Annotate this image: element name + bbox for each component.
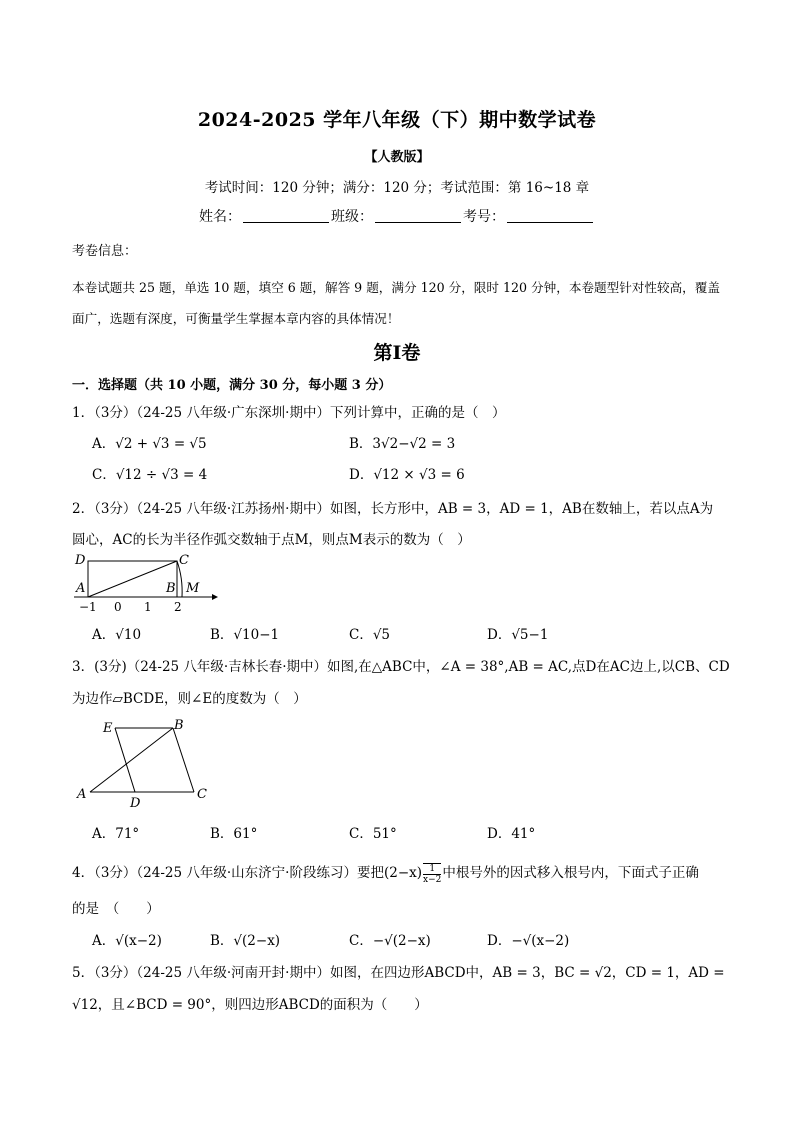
name-label: 姓名： [199, 209, 241, 225]
name-blank[interactable] [243, 208, 329, 223]
fig-label-d: D [130, 796, 141, 811]
q2-option-c[interactable]: C．√5 [349, 627, 391, 643]
q2-option-a[interactable]: A．√10 [92, 627, 142, 643]
class-label: 班级： [331, 209, 373, 225]
q4-stem-line1 [72, 861, 699, 885]
q3-option-b[interactable]: B．61° [210, 826, 258, 842]
fig-label-b: B [166, 581, 176, 596]
fig-label-c: C [197, 787, 207, 802]
fig-label-a: A [76, 581, 86, 596]
q4-option-b[interactable]: B．√(2−x) [210, 933, 281, 949]
q3-stem-line2: 为边作▱BCDE，则∠E的度数为（ ） [72, 691, 307, 707]
fig-label-m: M [186, 581, 200, 596]
q1-option-b[interactable]: B．3√2−√2 = 3 [349, 436, 456, 452]
edition-label: 【人教版】 [364, 150, 430, 165]
q4-option-a[interactable]: A．√(x−2) [92, 933, 162, 949]
tick-label-neg1: −1 [79, 600, 97, 614]
q3-stem-line1: 3．(3分)（24-25 八年级·吉林长春·期中）如图,在△ABC中，∠A = 38°,AB = AC,点D在AC边上,以CB、CD [72, 659, 730, 675]
q2-option-d[interactable]: D．√5−1 [487, 627, 549, 643]
tick-label-0: 0 [114, 600, 122, 614]
q2-figure [66, 548, 226, 616]
q2-stem-line2: 圆心，AC的长为半径作弧交数轴于点M，则点M表示的数为（ ） [72, 532, 471, 548]
side-bc [173, 728, 194, 792]
q2-option-b[interactable]: B．√10−1 [210, 627, 280, 643]
q5-stem-line1: 5．（3分）（24-25 八年级·河南开封·期中）如图，在四边形ABCD中，AB = 3，BC = √2，CD = 1，AD = [72, 965, 725, 981]
info-text: 本卷试题共 25 题，单选 10 题，填空 6 题，解答 9 题，满分 120 分，限时 120 分钟，本卷题型针对性较高，覆盖面广，选题有深度，可衡量学生掌握本章内容的具体情况！ [72, 280, 720, 326]
q1-option-c[interactable]: C．√12 ÷ √3 = 4 [92, 467, 208, 483]
exam-title: 2024-2025 学年八年级（下）期中数学试卷 [197, 109, 597, 131]
q3-option-d[interactable]: D．41° [487, 826, 536, 842]
number-label: 考号： [463, 209, 505, 225]
q3-option-c[interactable]: C．51° [349, 826, 397, 842]
q4-option-d[interactable]: D．−√(x−2) [487, 933, 570, 949]
q4-stem-line2: 的是 （ ） [72, 901, 160, 917]
q2-stem-line1: 2．（3分）（24-25 八年级·江苏扬州·期中）如图，长方形中，AB = 3，AD = 1，AB在数轴上，若以点A为 [72, 501, 714, 517]
info-heading: 考卷信息： [72, 244, 138, 259]
fig-label-c: C [179, 553, 189, 568]
student-info-row [0, 206, 794, 226]
class-blank[interactable] [375, 208, 461, 223]
q4-stem-part2: 中根号外的因式移入根号内，下面式子正确 [442, 865, 699, 881]
q4-stem-part1: 4．（3分）（24-25 八年级·山东济宁·阶段练习）要把(2−x) [72, 865, 423, 881]
fig-label-b: B [174, 718, 184, 733]
q3-figure [72, 712, 222, 812]
number-blank[interactable] [507, 208, 593, 223]
fig-label-a: A [77, 787, 87, 802]
q4-frac-den: x−2 [423, 874, 442, 885]
fig-label-e: E [103, 721, 113, 736]
diagonal-ac [88, 561, 177, 597]
tick-label-2: 2 [174, 600, 182, 614]
q4-radical [423, 863, 441, 885]
tick-label-1: 1 [144, 600, 152, 614]
section-heading: 一．选择题（共 10 小题，满分 30 分，每小题 3 分） [72, 378, 392, 393]
q1-option-a[interactable]: A．√2 + √3 = √5 [92, 436, 207, 452]
q1-option-d[interactable]: D．√12 × √3 = 6 [349, 467, 465, 483]
q1-stem: 1．（3分）（24-25 八年级·广东深圳·期中）下列计算中，正确的是（ ） [72, 405, 506, 421]
fig-label-d: D [75, 553, 86, 568]
q3-option-a[interactable]: A．71° [92, 826, 140, 842]
axis-arrow-icon [212, 594, 218, 600]
q5-stem-line2: √12，且∠BCD = 90°，则四边形ABCD的面积为（ ） [72, 997, 428, 1013]
q4-option-c[interactable]: C．−√(2−x) [349, 933, 431, 949]
volume-title: 第Ⅰ卷 [373, 342, 421, 364]
q4-frac-num: 1 [423, 864, 441, 875]
exam-meta: 考试时间：120 分钟；满分：120 分；考试范围：第 16~18 章 [204, 180, 590, 196]
